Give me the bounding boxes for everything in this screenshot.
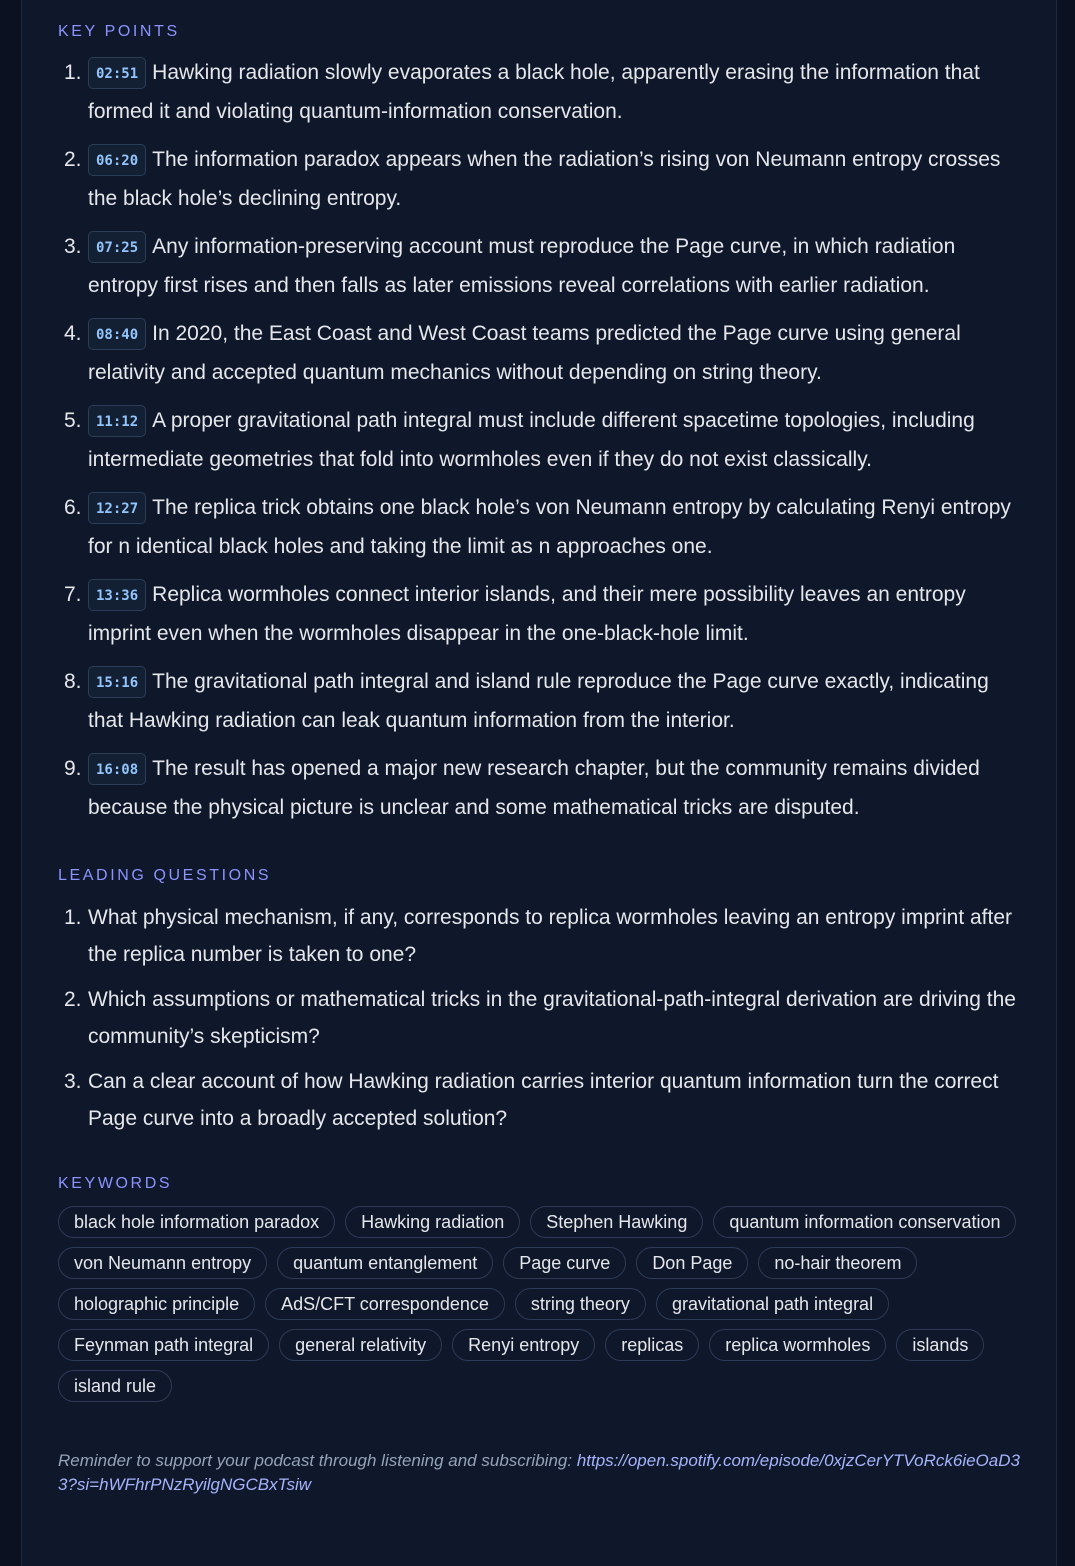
timestamp-button[interactable]: 02:51 [88,57,146,89]
leading-questions-heading: LEADING QUESTIONS [58,867,272,884]
key-point-item [58,749,1028,827]
keyword-chip[interactable]: Don Page [636,1247,748,1279]
key-point-text: In 2020, the East Coast and West Coast teams predicted the Page curve using general relativity and accepted quantum mechanics without depending on string theory. [88,322,961,384]
keyword-chip[interactable]: AdS/CFT correspondence [265,1288,505,1320]
timestamp-button[interactable]: 06:20 [88,144,146,176]
key-point-item [58,401,1028,479]
question-item [58,899,1028,973]
key-point-text: The gravitational path integral and island rule reproduce the Page curve exactly, indicating that Hawking radiation can leak quantum information from the interior. [88,670,989,732]
key-point-item [58,140,1028,218]
keyword-chip[interactable]: general relativity [279,1329,442,1361]
key-point-text: The information paradox appears when the radiation’s rising von Neumann entropy crosses the black hole’s declining entropy. [88,148,1001,210]
key-point-number: 5. [64,409,82,432]
timestamp-button[interactable]: 07:25 [88,231,146,263]
summary-content [58,0,1028,1514]
reminder-text: Reminder to support your podcast through listening and subscribing: [58,1451,577,1470]
keyword-chip[interactable]: Page curve [503,1247,626,1279]
keyword-chip[interactable]: Feynman path integral [58,1329,269,1361]
key-point-text: Any information-preserving account must reproduce the Page curve, in which radiation entropy first rises and then falls as later emissions reveal correlations with earlier radiation. [88,235,956,297]
podcast-reminder [58,1449,1028,1497]
key-point-text: The result has opened a major new research chapter, but the community remains divided because the physical picture is unclear and some mathematical tricks are disputed. [88,757,980,819]
timestamp-button[interactable]: 08:40 [88,318,146,350]
key-points-list [58,53,1028,827]
keyword-chip[interactable]: string theory [515,1288,646,1320]
question-item [58,1063,1028,1137]
keyword-chip-list [58,1206,1033,1402]
keyword-chip[interactable]: Hawking radiation [345,1206,520,1238]
keyword-chip[interactable]: replica wormholes [709,1329,886,1361]
keywords-heading: KEYWORDS [58,1175,173,1192]
timestamp-button[interactable]: 15:16 [88,666,146,698]
key-point-number: 8. [64,670,82,693]
keyword-chip[interactable]: quantum information conservation [713,1206,1016,1238]
question-text: Can a clear account of how Hawking radiation carries interior quantum information turn the correct Page curve into a broadly accepted solution? [88,1070,999,1130]
question-text: Which assumptions or mathematical tricks in the gravitational-path-integral derivation are driving the community’s skepticism? [88,988,1016,1048]
timestamp-button[interactable]: 11:12 [88,405,146,437]
timestamp-button[interactable]: 12:27 [88,492,146,524]
key-point-item [58,227,1028,305]
keyword-chip[interactable]: black hole information paradox [58,1206,335,1238]
leading-questions-list [58,899,1028,1137]
keyword-chip[interactable]: island rule [58,1370,172,1402]
key-point-number: 9. [64,757,82,780]
timestamp-button[interactable]: 16:08 [88,753,146,785]
key-point-number: 3. [64,235,82,258]
key-point-text: The replica trick obtains one black hole’s von Neumann entropy by calculating Renyi entropy for n identical black holes and taking the limit as n approaches one. [88,496,1011,558]
question-text: What physical mechanism, if any, corresponds to replica wormholes leaving an entropy imprint after the replica number is taken to one? [88,906,1013,966]
key-point-text: Hawking radiation slowly evaporates a black hole, apparently erasing the information that formed it and violating quantum-information conservation. [88,61,980,123]
keyword-chip[interactable]: gravitational path integral [656,1288,889,1320]
keyword-chip[interactable]: Renyi entropy [452,1329,595,1361]
key-point-item [58,662,1028,740]
keyword-chip[interactable]: quantum entanglement [277,1247,493,1279]
key-point-item [58,488,1028,566]
keyword-chip[interactable]: no-hair theorem [758,1247,917,1279]
timestamp-button[interactable]: 13:36 [88,579,146,611]
keyword-chip[interactable]: Stephen Hawking [530,1206,703,1238]
key-points-heading: KEY POINTS [58,23,180,40]
keyword-chip[interactable]: islands [896,1329,984,1361]
question-number: 2. [64,988,82,1011]
keyword-chip[interactable]: von Neumann entropy [58,1247,267,1279]
keyword-chip[interactable]: holographic principle [58,1288,255,1320]
summary-panel [21,0,1057,1566]
key-point-number: 1. [64,61,82,84]
key-point-item [58,575,1028,653]
question-item [58,981,1028,1055]
key-point-text: A proper gravitational path integral must include different spacetime topologies, including intermediate geometries that fold into wormholes even if they do not exist classically. [88,409,975,471]
key-point-number: 7. [64,583,82,606]
keyword-chip[interactable]: replicas [605,1329,699,1361]
key-point-item [58,53,1028,131]
question-number: 1. [64,906,82,929]
key-point-text: Replica wormholes connect interior islands, and their mere possibility leaves an entropy imprint even when the wormholes disappear in the one-black-hole limit. [88,583,966,645]
key-point-number: 2. [64,148,82,171]
key-point-number: 6. [64,496,82,519]
question-number: 3. [64,1070,82,1093]
key-point-number: 4. [64,322,82,345]
key-point-item [58,314,1028,392]
spotify-episode-link[interactable]: https://open.spotify.com/episode/0xjzCerYTVoRck6ieOaD33?si=hWFhrPNzRyilgNGCBxTsiw [58,1451,1020,1494]
